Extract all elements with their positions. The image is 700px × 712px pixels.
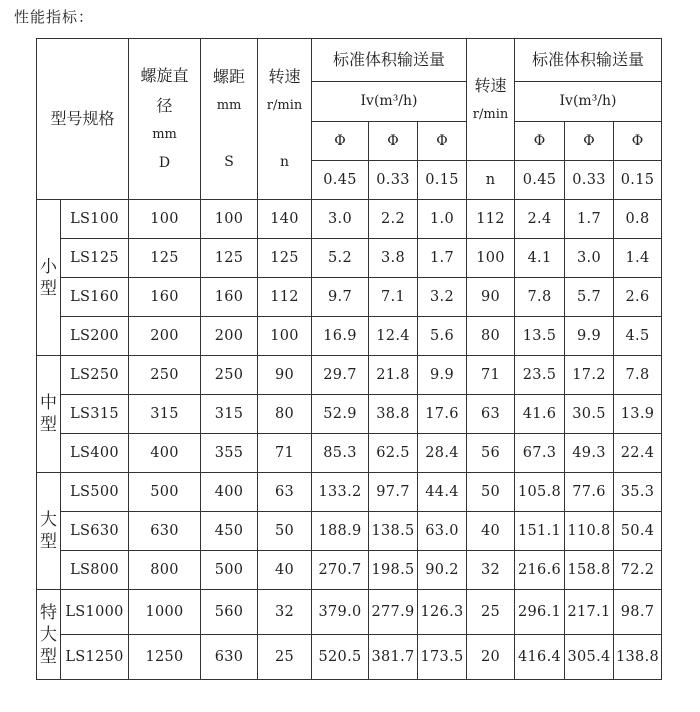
flow-015-cell: 44.4	[418, 473, 467, 512]
flow-033-cell: 198.5	[369, 551, 418, 590]
header-flow-title-2: 标准体积输送量	[515, 39, 662, 82]
model-cell: LS125	[61, 239, 129, 278]
speed-alt-cell: 50	[467, 473, 515, 512]
flow-045-cell: 520.5	[312, 635, 369, 680]
speed-alt-cell: 100	[467, 239, 515, 278]
ratio-label: 0.45	[515, 161, 565, 200]
flow-alt-015-cell: 138.8	[614, 635, 662, 680]
flow-alt-015-cell: 50.4	[614, 512, 662, 551]
speed-cell: 32	[258, 590, 312, 635]
flow-alt-045-cell: 7.8	[515, 278, 565, 317]
flow-alt-033-cell: 110.8	[565, 512, 614, 551]
diameter-cell: 1000	[129, 590, 201, 635]
flow-alt-015-cell: 72.2	[614, 551, 662, 590]
flow-045-cell: 29.7	[312, 356, 369, 395]
header-speed-1: 转速 r/min n	[258, 39, 312, 200]
flow-033-cell: 62.5	[369, 434, 418, 473]
flow-alt-033-cell: 3.0	[565, 239, 614, 278]
flow-alt-015-cell: 2.6	[614, 278, 662, 317]
group-label	[37, 473, 61, 590]
flow-045-cell: 270.7	[312, 551, 369, 590]
group-label-char: 大	[40, 510, 57, 530]
ratio-label: 0.15	[418, 161, 467, 200]
flow-alt-033-cell: 5.7	[565, 278, 614, 317]
table-row	[37, 395, 662, 434]
pitch-cell: 200	[201, 317, 258, 356]
flow-015-cell: 126.3	[418, 590, 467, 635]
header-flow-title-1: 标准体积输送量	[312, 39, 467, 82]
group-label-char: 型	[40, 646, 57, 667]
diameter-cell: 315	[129, 395, 201, 434]
flow-alt-033-cell: 30.5	[565, 395, 614, 434]
flow-alt-033-cell: 305.4	[565, 635, 614, 680]
model-cell: LS500	[61, 473, 129, 512]
model-cell: LS250	[61, 356, 129, 395]
speed-alt-cell: 71	[467, 356, 515, 395]
speed-cell: 40	[258, 551, 312, 590]
flow-alt-033-cell: 17.2	[565, 356, 614, 395]
flow-015-cell: 1.7	[418, 239, 467, 278]
flow-033-cell: 138.5	[369, 512, 418, 551]
group-label-char: 型	[40, 532, 57, 552]
header-pitch: 螺距 mm S	[201, 39, 258, 200]
speed-cell: 63	[258, 473, 312, 512]
header-flow-unit-1: Iv(m³/h)	[312, 82, 467, 122]
pitch-cell: 160	[201, 278, 258, 317]
table-row	[37, 200, 662, 239]
flow-045-cell: 16.9	[312, 317, 369, 356]
flow-015-cell: 3.2	[418, 278, 467, 317]
model-cell: LS630	[61, 512, 129, 551]
table-row	[37, 473, 662, 512]
pitch-cell: 630	[201, 635, 258, 680]
pitch-cell: 100	[201, 200, 258, 239]
flow-045-cell: 5.2	[312, 239, 369, 278]
group-label-char: 小	[40, 256, 57, 277]
speed-cell: 112	[258, 278, 312, 317]
speed-cell: 100	[258, 317, 312, 356]
model-cell: LS1250	[61, 635, 129, 680]
speed-alt-cell: 112	[467, 200, 515, 239]
diameter-cell: 400	[129, 434, 201, 473]
diameter-cell: 250	[129, 356, 201, 395]
ratio-label: 0.33	[565, 161, 614, 200]
table-row	[37, 551, 662, 590]
flow-alt-015-cell: 35.3	[614, 473, 662, 512]
model-cell: LS800	[61, 551, 129, 590]
flow-015-cell: 28.4	[418, 434, 467, 473]
flow-alt-015-cell: 22.4	[614, 434, 662, 473]
ratio-label: 0.45	[312, 161, 369, 200]
model-cell: LS100	[61, 200, 129, 239]
flow-alt-045-cell: 151.1	[515, 512, 565, 551]
phi-label: Φ	[369, 122, 418, 161]
flow-045-cell: 133.2	[312, 473, 369, 512]
diameter-cell: 630	[129, 512, 201, 551]
flow-015-cell: 63.0	[418, 512, 467, 551]
header-speed-2: 转速 r/min	[467, 39, 515, 161]
phi-label: Φ	[515, 122, 565, 161]
speed-cell: 80	[258, 395, 312, 434]
flow-alt-033-cell: 217.1	[565, 590, 614, 635]
diameter-cell: 800	[129, 551, 201, 590]
flow-alt-045-cell: 105.8	[515, 473, 565, 512]
group-label	[37, 590, 61, 680]
table-row	[37, 317, 662, 356]
diameter-cell: 125	[129, 239, 201, 278]
group-label-char: 大	[40, 624, 57, 645]
pitch-cell: 450	[201, 512, 258, 551]
group-label-char: 型	[40, 415, 57, 435]
group-label	[37, 356, 61, 473]
section-heading: 性能指标：	[14, 8, 95, 26]
phi-label: Φ	[312, 122, 369, 161]
flow-015-cell: 90.2	[418, 551, 467, 590]
table-row	[37, 590, 662, 635]
flow-033-cell: 38.8	[369, 395, 418, 434]
flow-015-cell: 5.6	[418, 317, 467, 356]
diameter-cell: 100	[129, 200, 201, 239]
flow-alt-045-cell: 4.1	[515, 239, 565, 278]
table-row	[37, 635, 662, 680]
pitch-cell: 560	[201, 590, 258, 635]
table-row	[37, 434, 662, 473]
pitch-cell: 500	[201, 551, 258, 590]
flow-033-cell: 21.8	[369, 356, 418, 395]
pitch-cell: 125	[201, 239, 258, 278]
speed-cell: 25	[258, 635, 312, 680]
model-cell: LS200	[61, 317, 129, 356]
flow-alt-045-cell: 296.1	[515, 590, 565, 635]
pitch-cell: 355	[201, 434, 258, 473]
pitch-cell: 315	[201, 395, 258, 434]
speed-alt-cell: 20	[467, 635, 515, 680]
flow-alt-033-cell: 158.8	[565, 551, 614, 590]
speed-2-symbol: n	[467, 161, 515, 200]
speed-alt-cell: 80	[467, 317, 515, 356]
model-cell: LS1000	[61, 590, 129, 635]
table-row	[37, 239, 662, 278]
diameter-cell: 500	[129, 473, 201, 512]
flow-alt-015-cell: 7.8	[614, 356, 662, 395]
flow-015-cell: 9.9	[418, 356, 467, 395]
speed-alt-cell: 25	[467, 590, 515, 635]
flow-045-cell: 3.0	[312, 200, 369, 239]
model-cell: LS160	[61, 278, 129, 317]
flow-033-cell: 381.7	[369, 635, 418, 680]
diameter-cell: 1250	[129, 635, 201, 680]
phi-label: Φ	[418, 122, 467, 161]
table-row	[37, 512, 662, 551]
flow-033-cell: 7.1	[369, 278, 418, 317]
flow-045-cell: 379.0	[312, 590, 369, 635]
performance-table	[36, 38, 662, 680]
flow-alt-015-cell: 1.4	[614, 239, 662, 278]
pitch-cell: 250	[201, 356, 258, 395]
flow-015-cell: 1.0	[418, 200, 467, 239]
flow-045-cell: 52.9	[312, 395, 369, 434]
table-row	[37, 356, 662, 395]
header-flow-unit-2: Iv(m³/h)	[515, 82, 662, 122]
flow-045-cell: 85.3	[312, 434, 369, 473]
flow-015-cell: 173.5	[418, 635, 467, 680]
speed-cell: 50	[258, 512, 312, 551]
flow-alt-033-cell: 49.3	[565, 434, 614, 473]
speed-cell: 90	[258, 356, 312, 395]
flow-045-cell: 9.7	[312, 278, 369, 317]
phi-label: Φ	[565, 122, 614, 161]
ratio-label: 0.15	[614, 161, 662, 200]
flow-alt-045-cell: 41.6	[515, 395, 565, 434]
phi-label: Φ	[614, 122, 662, 161]
group-label-char: 型	[40, 278, 57, 299]
flow-033-cell: 12.4	[369, 317, 418, 356]
flow-033-cell: 277.9	[369, 590, 418, 635]
table-row	[37, 278, 662, 317]
group-label-char: 特	[40, 602, 57, 623]
flow-alt-015-cell: 4.5	[614, 317, 662, 356]
flow-015-cell: 17.6	[418, 395, 467, 434]
speed-alt-cell: 63	[467, 395, 515, 434]
speed-alt-cell: 40	[467, 512, 515, 551]
flow-alt-033-cell: 9.9	[565, 317, 614, 356]
flow-alt-045-cell: 216.6	[515, 551, 565, 590]
model-cell: LS315	[61, 395, 129, 434]
flow-alt-045-cell: 23.5	[515, 356, 565, 395]
flow-alt-045-cell: 67.3	[515, 434, 565, 473]
speed-cell: 125	[258, 239, 312, 278]
flow-alt-045-cell: 13.5	[515, 317, 565, 356]
flow-alt-015-cell: 0.8	[614, 200, 662, 239]
flow-alt-015-cell: 98.7	[614, 590, 662, 635]
diameter-cell: 200	[129, 317, 201, 356]
speed-cell: 140	[258, 200, 312, 239]
flow-alt-033-cell: 1.7	[565, 200, 614, 239]
flow-alt-045-cell: 2.4	[515, 200, 565, 239]
header-diameter: 螺旋直 径 mm D	[129, 39, 201, 200]
header-model: 型号规格	[37, 39, 129, 200]
model-cell: LS400	[61, 434, 129, 473]
pitch-cell: 400	[201, 473, 258, 512]
diameter-cell: 160	[129, 278, 201, 317]
flow-alt-015-cell: 13.9	[614, 395, 662, 434]
flow-033-cell: 3.8	[369, 239, 418, 278]
group-label-char: 中	[40, 393, 57, 413]
flow-alt-033-cell: 77.6	[565, 473, 614, 512]
speed-alt-cell: 56	[467, 434, 515, 473]
flow-alt-045-cell: 416.4	[515, 635, 565, 680]
speed-cell: 71	[258, 434, 312, 473]
flow-045-cell: 188.9	[312, 512, 369, 551]
flow-033-cell: 97.7	[369, 473, 418, 512]
speed-alt-cell: 32	[467, 551, 515, 590]
speed-alt-cell: 90	[467, 278, 515, 317]
flow-033-cell: 2.2	[369, 200, 418, 239]
group-label	[37, 200, 61, 356]
ratio-label: 0.33	[369, 161, 418, 200]
